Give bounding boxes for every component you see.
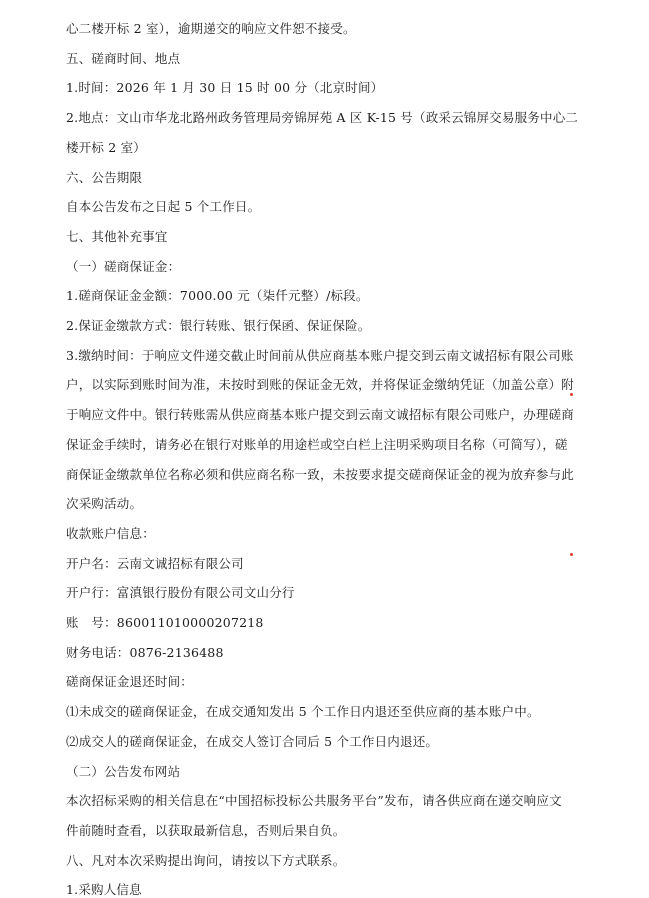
text-line: ⑵成交人的磋商保证金，在成交人签订合同后 5 个工作日内退还。 — [66, 733, 439, 749]
text-line: 2.保证金缴款方式：银行转账、银行保函、保证保险。 — [66, 318, 371, 333]
text-line: 1.采购人信息 — [66, 882, 142, 898]
text-line: 1.磋商保证金金额：7000.00 元（柒仟元整）/标段。 — [66, 288, 369, 304]
section-heading: 五、磋商时间、地点 — [66, 50, 181, 66]
text-line: 磋商保证金退还时间： — [66, 674, 194, 690]
red-mark-dot — [570, 393, 573, 396]
text-line: ⑴未成交的磋商保证金，在成交通知发出 5 个工作日内退还至供应商的基本账户中。 — [66, 704, 540, 720]
text-line: 自本公告发布之日起 5 个工作日。 — [66, 199, 261, 215]
text-line: 户，以实际到账时间为准，未按时到账的保证金无效，并将保证金缴纳凭证（加盖公章）附 — [66, 377, 575, 393]
text-line: 心二楼开标 2 室），逾期递交的响应文件恕不接受。 — [66, 21, 356, 36]
subsection-heading: （一）磋商保证金： — [66, 258, 181, 274]
text-line: 2.地点：文山市华龙北路州政务管理局旁锦屏苑 A 区 K-15 号（政采云锦屏交易服务中心二 — [66, 110, 579, 126]
text-line: 楼开标 2 室） — [66, 139, 146, 155]
account-name: 开户名：云南文诚招标有限公司 — [66, 555, 244, 571]
section-heading: 六、公告期限 — [66, 169, 143, 185]
text-line: 保证金手续时，请务必在银行对账单的用途栏或空白栏上注明采购项目名称（可简写），磋 — [66, 436, 568, 452]
finance-phone: 财务电话：0876-2136488 — [66, 644, 224, 660]
account-bank: 开户行：富滇银行股份有限公司文山分行 — [66, 585, 295, 601]
text-line: 于响应文件中。银行转账需从供应商基本账户提交到云南文诚招标有限公司账户，办理磋商 — [66, 407, 575, 423]
section-heading: 七、其他补充事宜 — [66, 228, 168, 244]
text-line: 3.缴纳时间：于响应文件递交截止时间前从供应商基本账户提交到云南文诚招标有限公司账 — [66, 347, 574, 363]
red-mark-dot — [570, 553, 573, 556]
text-line: 收款账户信息： — [66, 525, 155, 541]
account-number: 账 号：860011010000207218 — [66, 615, 264, 630]
section-heading: 八、凡对本次采购提出询问，请按以下方式联系。 — [66, 852, 346, 868]
text-line: 本次招标采购的相关信息在“中国招标投标公共服务平台”发布，请各供应商在递交响应文 — [66, 793, 562, 809]
text-line: 1.时间：2026 年 1 月 30 日 15 时 00 分（北京时间） — [66, 80, 384, 96]
subsection-heading: （二）公告发布网站 — [66, 763, 181, 779]
text-line: 次采购活动。 — [66, 496, 143, 512]
text-line: 件前随时查看，以获取最新信息，否则后果自负。 — [66, 822, 346, 838]
text-line: 商保证金缴款单位名称必须和供应商名称一致，未按要求提交磋商保证金的视为放弃参与此 — [66, 466, 575, 482]
